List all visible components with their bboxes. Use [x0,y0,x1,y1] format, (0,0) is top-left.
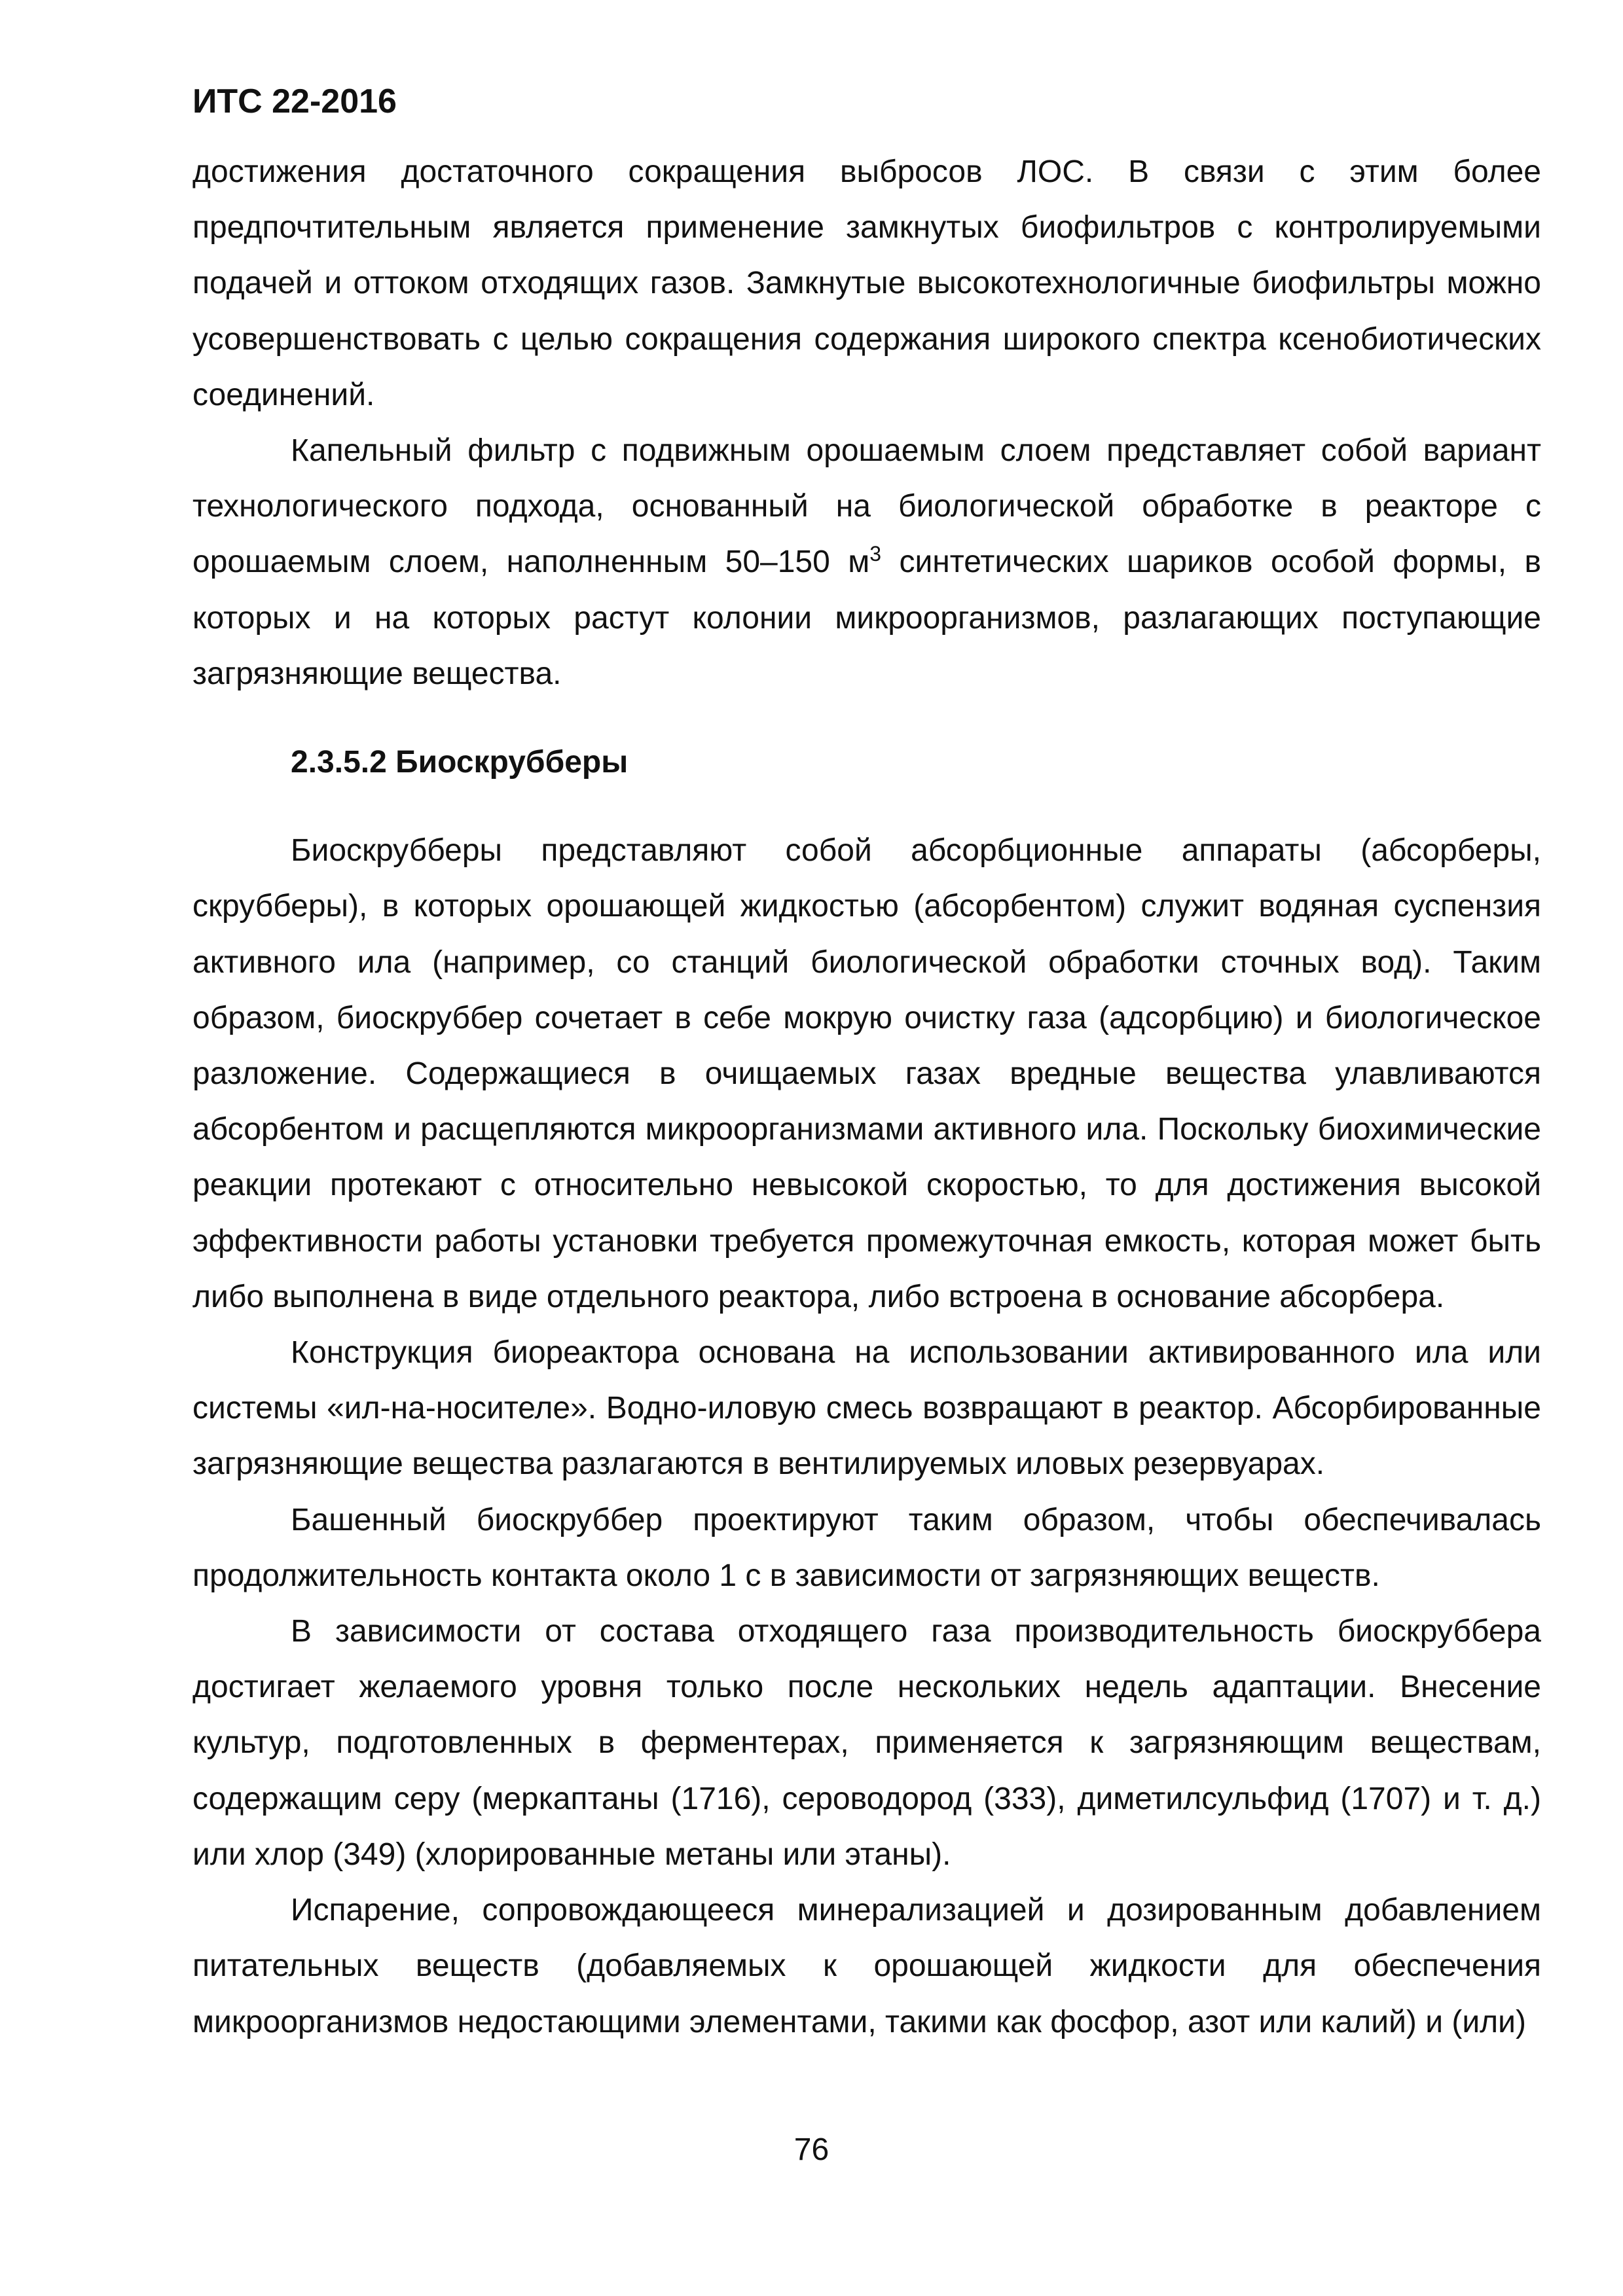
paragraph-bioreactor: Конструкция биореактора основана на использовании активированного ила или системы «ил-на-носителе». Водно-иловую смесь возвращают в реактор. Абсорбированные загрязняющие вещества разлагаются в вентилируемых иловых резервуарах. [192,1335,1541,1482]
page-number: 76 [793,2132,830,2167]
paragraph-bioscrubbers: Биоскрубберы представляют собой абсорбционные аппараты (абсорберы, скрубберы), в которых орошающей жидкостью (абсорбентом) служит водяная суспензия активного ила (например, со станций биологической обработки сточных вод). Таким образом, биоскруббер сочетает в себе мокрую очистку газа (адсорбцию) и биологическое разложение. Содержащиеся в очищаемых газах вредные вещества улавливаются абсорбентом и расщепляются микроорганизмами активного ила. Поскольку биохимические реакции протекают с относительно невысокой скоростью, то для достижения высокой эффективности работы установки требуется промежуточная емкость, которая может быть либо выполнена в виде отдельного реактора, либо встроена в основание абсорбера. [192,833,1541,1314]
document-code: ИТС 22-2016 [192,82,397,120]
section-heading: 2.3.5.2 Биоскрубберы [291,745,629,780]
paragraph-drip-filter-text: Капельный фильтр с подвижным орошаемым слоем представляет собой вариант технологического подхода, основанный на биологической обработке в реакторе с орошаемым слоем, наполненным 50–150 м [192,433,1541,580]
superscript-cubic: 3 [869,542,882,566]
paragraph-tower-bioscrubber: Башенный биоскруббер проектируют таким образом, чтобы обеспечивалась продолжительность контакта около 1 с в зависимости от загрязняющих веществ. [192,1502,1541,1593]
paragraph-adaptation: В зависимости от состава отходящего газа производительность биоскруббера достигает желаемого уровня только после нескольких недель адаптации. Внесение культур, подготовленных в ферментерах, применяется к загрязняющим веществам, содержащим серу (меркаптаны (1716), сероводород (333), диметилсульфид (1707) и т. д.) или хлор (349) (хлорированные метаны или этаны). [192,1614,1541,1872]
paragraph-continuation: достижения достаточного сокращения выбросов ЛОС. В связи с этим более предпочтительным является применение замкнутых биофильтров с контролируемыми подачей и оттоком отходящих газов. Замкнутые высокотехнологичные биофильтры можно усовершенствовать с целью сокращения содержания широкого спектра ксенобиотических соединений. [192,154,1541,412]
paragraph-drip-filter-text-end: синтетических шариков особой формы, в которых и на которых растут колонии микроорганизмов, разлагающих поступающие загрязняющие вещества. [192,545,1542,691]
page-body [192,144,1541,2050]
paragraph-drip-filter [192,423,1541,702]
paragraph-evaporation: Испарение, сопровождающееся минерализацией и дозированным добавлением питательных веществ (добавляемых к орошающей жидкости для обеспечения микроорганизмов недостающими элементами, такими как фосфор, азот или калий) и (или) [192,1893,1541,2039]
